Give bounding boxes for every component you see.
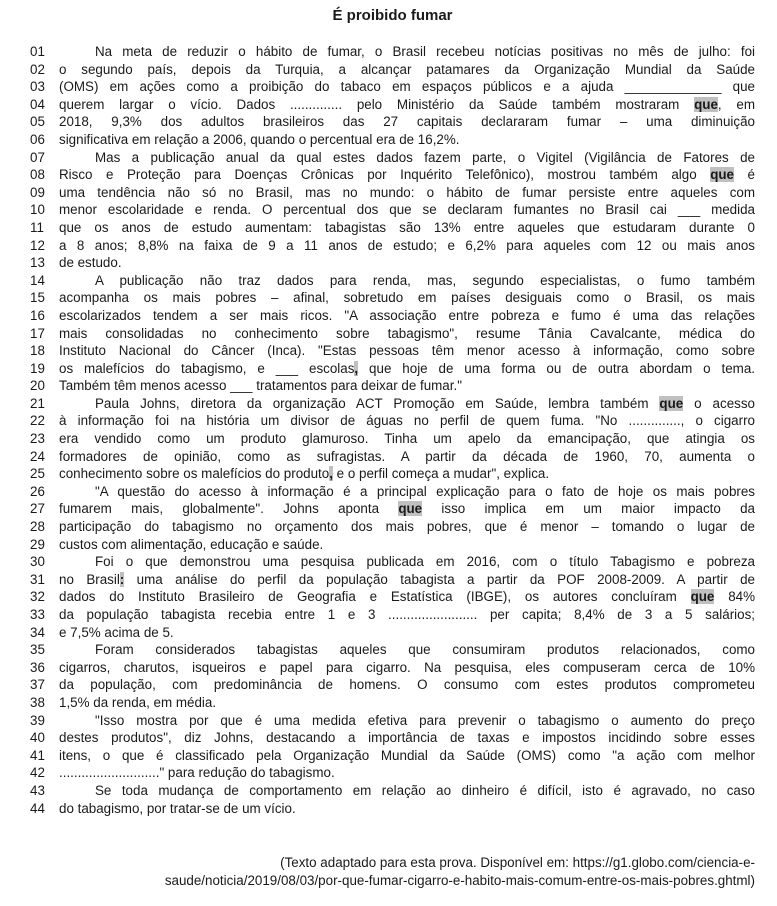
highlighted-word: ,	[329, 466, 333, 482]
line-number: 14	[30, 272, 45, 288]
text-line	[30, 782, 755, 800]
line-text: Mas a publicação anual da qual estes dados fazem parte, o Vigitel (Vigilância de Fatores de	[95, 149, 755, 165]
line-text: Instituto Nacional do Câncer (Inca). "Estas pessoas têm menor acesso à informação, como sobre	[59, 343, 755, 359]
line-number: 39	[30, 712, 45, 728]
line-text: dados do Instituto Brasileiro de Geografia e Estatística (IBGE), os autores concluíram que 84%	[59, 589, 755, 605]
line-number: 34	[30, 624, 45, 640]
line-text: "A questão do acesso à informação é a principal explicação para o fato de hoje os mais pobres	[95, 483, 755, 499]
text-line	[30, 289, 755, 307]
text-line	[30, 764, 755, 782]
text-line	[30, 465, 755, 483]
text-line	[30, 342, 755, 360]
line-number: 16	[30, 307, 45, 323]
line-text: a 8 anos; 8,8% na faixa de 9 a 11 anos de estudo; e 6,2% para aqueles com 12 ou mais anos	[59, 237, 755, 253]
line-text: itens, o que é classificado pela Organização Mundial da Saúde (OMS) como "a ação com melhor	[59, 747, 755, 763]
line-number: 17	[30, 325, 45, 341]
text-line	[30, 78, 755, 96]
line-number: 08	[30, 167, 45, 183]
line-number: 13	[30, 255, 45, 271]
line-number: 33	[30, 607, 45, 622]
line-text: formadores de opinião, como as sufragistas. A partir da década de 1960, 70, aumenta o	[59, 448, 755, 464]
text-line	[30, 676, 755, 694]
line-number: 32	[30, 589, 45, 605]
highlighted-word: ,	[354, 360, 359, 376]
line-text: à informação foi na história um divisor de águas no perfil de quem fuma. "No .............., o cigarro	[59, 413, 755, 429]
line-number: 09	[30, 184, 45, 200]
text-line	[30, 483, 755, 501]
line-text: do tabagismo, por tratar-se de um vício.	[59, 800, 296, 816]
text-line	[30, 588, 755, 606]
line-number: 31	[30, 571, 45, 587]
line-text: da população, com predominância de homens. O consumo com estes produtos comprometeu	[59, 677, 755, 693]
line-text: e 7,5% acima de 5.	[59, 624, 174, 640]
text-line	[30, 641, 755, 659]
line-text: que os anos de estudo aumentam: tabagistas são 13% entre aqueles que estudaram durante 0	[59, 219, 755, 235]
text-line	[30, 219, 755, 237]
line-text: cigarros, charutos, isqueiros e papel para cigarro. Na pesquisa, eles compuseram cerca de 10%	[59, 659, 755, 675]
text-line	[30, 571, 755, 589]
line-text: de estudo.	[59, 255, 122, 271]
text-line	[30, 747, 755, 765]
highlighted-word: que	[659, 395, 684, 411]
text-line	[30, 307, 755, 325]
line-text: "Isso mostra por que é uma medida efetiva para prevenir o tabagismo o aumento do preço	[95, 712, 755, 728]
text-line	[30, 325, 755, 343]
text-line	[30, 377, 755, 395]
source-citation	[30, 854, 755, 889]
text-line	[30, 272, 755, 290]
line-text: custos com alimentação, educação e saúde.	[59, 536, 324, 552]
line-number: 18	[30, 343, 45, 359]
text-line	[30, 606, 755, 624]
line-number: 26	[30, 483, 45, 499]
text-line	[30, 237, 755, 255]
line-number: 42	[30, 765, 45, 781]
line-number: 29	[30, 536, 45, 552]
line-text: Foram considerados tabagistas aqueles que consumiram produtos relacionados, como	[95, 642, 755, 658]
highlighted-word: que	[710, 167, 735, 183]
line-number: 25	[30, 466, 45, 482]
text-line	[30, 131, 755, 149]
line-number: 38	[30, 694, 45, 710]
line-text: 1,5% da renda, em média.	[59, 694, 217, 710]
line-text: Também têm menos acesso ___ tratamentos para deixar de fumar."	[59, 378, 462, 394]
line-text: participação do tabagismo no orçamento dos mais pobres, que é menor – tomando o lugar de	[59, 519, 755, 535]
text-line	[30, 254, 755, 272]
text-line	[30, 201, 755, 219]
line-text: o segundo país, depois da Turquia, a alcançar patamares da Organização Mundial da Saúde	[59, 61, 755, 77]
line-number: 15	[30, 290, 45, 306]
line-text: (OMS) em ações como a proibição do tabaco em espaços públicos e a ajuda _____________ que	[59, 79, 755, 95]
line-number: 12	[30, 237, 45, 253]
line-number: 44	[30, 800, 45, 816]
text-line	[30, 61, 755, 79]
text-line	[30, 729, 755, 747]
line-number: 04	[30, 96, 45, 112]
text-line	[30, 412, 755, 430]
line-text: querem largar o vício. Dados .............. pelo Ministério da Saúde também mostraram que, em	[59, 96, 756, 112]
text-line	[30, 518, 755, 536]
line-number: 21	[30, 395, 45, 411]
text-line	[30, 430, 755, 448]
line-text: Paula Johns, diretora da organização ACT Promoção em Saúde, lembra também que o acesso	[95, 395, 755, 411]
line-text: ..........................." para redução do tabagismo.	[59, 765, 335, 781]
line-text: mais consolidadas no conhecimento sobre tabagismo", resume Tânia Cavalcante, médica do	[59, 325, 755, 341]
line-number: 07	[30, 149, 45, 165]
text-line	[30, 43, 755, 61]
line-text: da população tabagista recebia entre 1 e 3 ........................ per capita; 8,4% de 3 a 5 salários;	[59, 607, 755, 622]
text-line	[30, 712, 755, 730]
line-number: 20	[30, 378, 45, 394]
text-line	[30, 149, 755, 167]
text-line	[30, 624, 755, 642]
line-number: 06	[30, 131, 45, 147]
line-text: Risco e Proteção para Doenças Crônicas por Inquérito Telefônico), mostrou também algo que é	[59, 167, 755, 183]
text-line	[30, 448, 755, 466]
line-text: Na meta de reduzir o hábito de fumar, o Brasil recebeu notícias positivas no mês de julho: foi	[95, 44, 755, 59]
text-line	[30, 694, 755, 712]
line-text: os malefícios do tabagismo, e ___ escolas, que hoje de uma forma ou de outra abordam o tema.	[59, 360, 755, 376]
line-number: 11	[30, 219, 44, 235]
line-text: significativa em relação a 2006, quando o percentual era de 16,2%.	[59, 131, 460, 147]
line-text: A publicação não traz dados para renda, mas, segundo especialistas, o fumo também	[95, 272, 755, 288]
line-number: 41	[30, 747, 45, 763]
text-line	[30, 96, 755, 114]
highlighted-word: :	[119, 571, 125, 587]
line-text: fumarem mais, globalmente". Johns aponta que isso implica em um maior impacto da	[59, 501, 755, 517]
highlighted-word: que	[398, 501, 423, 517]
line-number: 03	[30, 79, 45, 95]
text-line	[30, 184, 755, 202]
line-number: 05	[30, 114, 45, 130]
line-text: Se toda mudança de comportamento em relação ao dinheiro é difícil, isto é agravado, no caso	[95, 782, 755, 798]
line-text: Foi o que demonstrou uma pesquisa publicada em 2016, com o título Tabagismo e pobreza	[95, 554, 755, 570]
line-number: 10	[30, 202, 45, 218]
text-line	[30, 659, 755, 677]
line-number: 02	[30, 61, 45, 77]
line-number: 19	[30, 360, 45, 376]
line-text: menor escolaridade e renda. O percentual dos que se declaram fumantes no Brasil cai ___ medida	[59, 202, 755, 218]
line-number: 27	[30, 501, 45, 517]
line-number: 43	[30, 782, 45, 798]
line-text: uma tendência não só no Brasil, mas no mundo: o hábito de fumar persiste entre aqueles com	[59, 184, 755, 200]
highlighted-word: que	[694, 96, 718, 112]
line-number: 23	[30, 431, 45, 447]
line-number: 28	[30, 519, 45, 535]
text-line	[30, 536, 755, 554]
source-citation-line-2: saude/noticia/2019/08/03/por-que-fumar-cigarro-e-habito-mais-comum-entre-os-mais-pobres.ghtml)	[164, 872, 755, 888]
line-number: 37	[30, 677, 45, 693]
line-text: era vendido como um produto glamuroso. Tinha um apelo da emancipação, que atingia os	[59, 431, 755, 447]
text-line	[30, 800, 755, 818]
text-line	[30, 113, 755, 131]
highlighted-word: que	[690, 589, 715, 605]
text-line	[30, 553, 755, 571]
text-line	[30, 166, 755, 184]
line-text: conhecimento sobre os malefícios do produto, e o perfil começa a mudar", explica.	[59, 466, 550, 482]
line-number: 22	[30, 413, 45, 429]
source-citation-line-1: (Texto adaptado para esta prova. Disponível em: https://g1.globo.com/ciencia-e-	[280, 855, 755, 871]
line-number: 24	[30, 448, 45, 464]
line-number: 30	[30, 554, 45, 570]
line-number: 01	[30, 44, 45, 59]
line-number: 35	[30, 642, 45, 658]
text-line	[30, 395, 755, 413]
document-title: É proibido fumar	[332, 7, 453, 24]
line-number: 36	[30, 659, 45, 675]
line-number: 40	[30, 730, 45, 746]
text-lines	[30, 43, 755, 817]
line-text: escolarizados tendem a ser mais ricos. "A associação entre pobreza e fumo é uma das relações	[59, 307, 755, 323]
line-text: destes produtos", diz Johns, destacando a importância de taxas e impostos incidindo sobre esses	[59, 730, 755, 746]
text-line	[30, 500, 755, 518]
line-text: acompanha os mais pobres – afinal, sobretudo em países desiguais como o Brasil, os mais	[59, 290, 755, 306]
line-text: no Brasil: uma análise do perfil da população tabagista a partir da POF 2008-2009. A partir de	[59, 571, 755, 587]
text-line	[30, 360, 755, 378]
line-text: 2018, 9,3% dos adultos brasileiros das 27 capitais declararam fumar – uma diminuição	[59, 114, 755, 130]
